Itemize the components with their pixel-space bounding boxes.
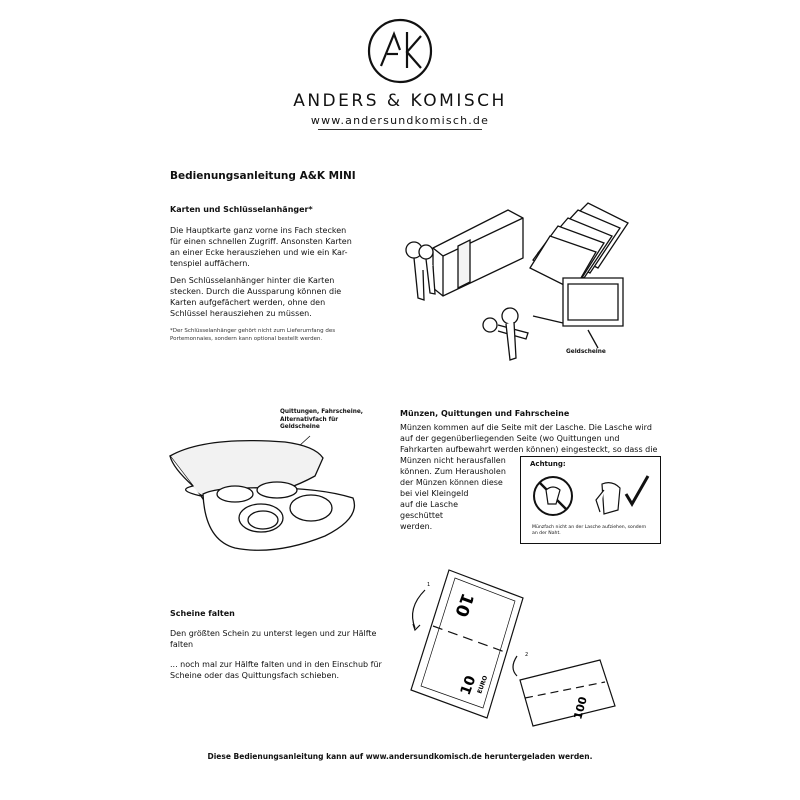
footer-download-note: Diese Bedienungsanleitung kann auf www.andersundkomisch.de heruntergeladen werden. — [207, 752, 593, 761]
header-divider — [318, 129, 482, 130]
label-geldscheine: Geldscheine — [566, 349, 606, 355]
fold-step-1: 1 — [427, 582, 431, 588]
section-cards-heading: Karten und Schlüsselanhänger* — [170, 205, 313, 214]
banknote-fold-illustration — [405, 568, 625, 728]
section-cards-para2: Den Schlüsselanhänger hinter die Karten stecken. Durch die Aussparung können die Karten aufgefächert werden, ohne den Schlüssel herausziehen zu müssen. — [170, 276, 342, 318]
brand-name: ANDERS & KOMISCH — [293, 91, 507, 111]
section-coins-text-short: Münzen nicht herausfallen können. Zum Herausholen der Münzen können diese bei viel Kleingeld auf die Lasche geschüttet werden. — [400, 456, 506, 531]
caption-receipts-compartment: Quittungen, Fahrscheine, Alternativfach für Geldscheine — [280, 409, 363, 430]
section-fold-para1: Den größten Schein zu unterst legen und zur Hälfte falten — [170, 629, 377, 649]
section-coins-text-full: Münzen kommen auf die Seite mit der Lasche. Die Lasche wird auf der gegenüberliegenden Seite (wo Quittungen und Fahrkarten aufbewahrt werden können) eingesteckt, so dass die — [400, 423, 658, 454]
warning-illustration — [526, 470, 658, 524]
section-coins-heading: Münzen, Quittungen und Fahrscheine — [400, 409, 570, 418]
coin-pocket-illustration — [165, 428, 365, 563]
warning-note: Münzfach nicht an der Lasche aufziehen, sondern an der Naht. — [532, 525, 647, 536]
warning-title: Achtung: — [530, 460, 566, 468]
page-title: Bedienungsanleitung A&K MINI — [170, 170, 356, 182]
section-fold-para2: ... noch mal zur Hälfte falten und in den Einschub für Scheine oder das Quittungsfach schieben. — [170, 660, 382, 680]
banknote-100-value: 100 — [571, 695, 590, 721]
section-fold-heading: Scheine falten — [170, 609, 235, 618]
section-cards-footnote: *Der Schlüsselanhänger gehört nicht zum Lieferumfang des Portemonnaies, sondern kann optional bestellt werden. — [170, 328, 336, 342]
checkmark-icon — [626, 476, 648, 504]
brand-url: www.andersundkomisch.de — [310, 114, 490, 127]
section-cards-para1: Die Hauptkarte ganz vorne ins Fach stecken für einen schnellen Zugriff. Ansonsten Karten an einer Ecke herausziehen und wie ein Kar- tenspiel auffächern. — [170, 226, 352, 268]
brand-logo — [367, 18, 433, 84]
banknote-10-value: 10 — [450, 590, 478, 620]
banknote-10-corner: 10 — [457, 673, 480, 698]
fold-step-2: 2 — [525, 652, 529, 658]
banknote-euro: EURO — [476, 674, 490, 695]
